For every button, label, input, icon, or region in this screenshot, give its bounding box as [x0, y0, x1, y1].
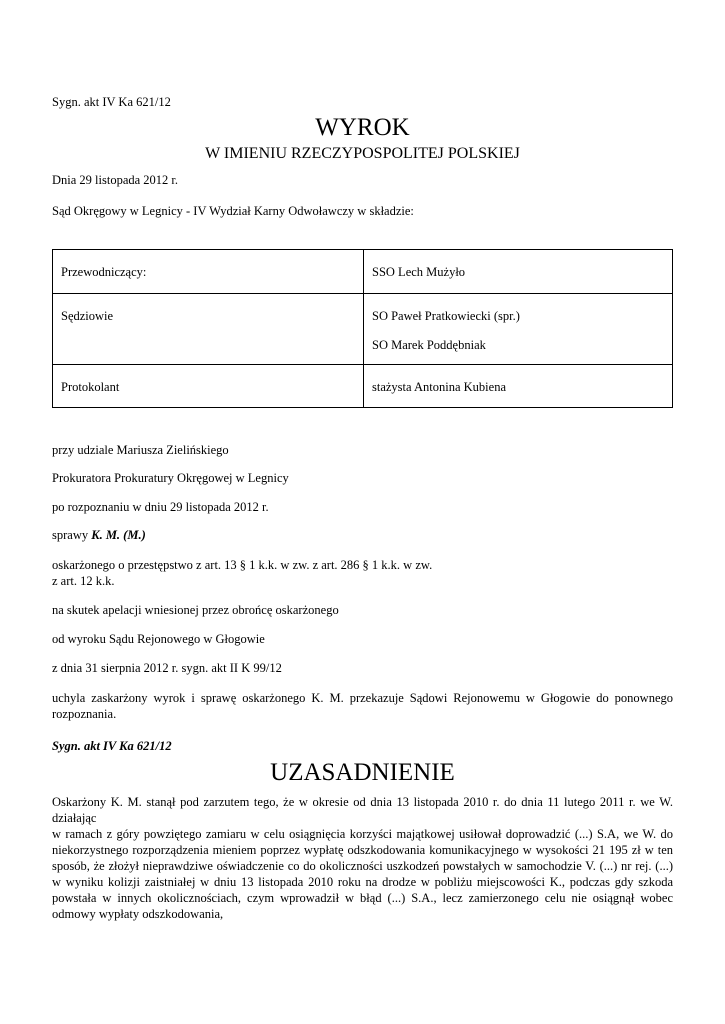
justification-paragraph-1: Oskarżony K. M. stanął pod zarzutem tego, że w okresie od dnia 13 listopada 2010 r. do dnia 11 lutego 2011 r. we W. działając: [52, 795, 673, 825]
appeal-line: na skutek apelacji wniesionej przez obrońcę oskarżonego: [52, 603, 339, 617]
charge-line-2: z art. 12 k.k.: [52, 574, 115, 588]
prosecutor-line: Prokuratora Prokuratury Okręgowej w Legnicy: [52, 471, 289, 485]
court-composition: Sąd Okręgowy w Legnicy - IV Wydział Karny Odwoławczy w składzie:: [52, 204, 414, 218]
charge-line-1: oskarżonego o przestępstwo z art. 13 § 1 k.k. w zw. z art. 286 § 1 k.k. w zw.: [52, 558, 433, 572]
from-judgment-line: od wyroku Sądu Rejonowego w Głogowie: [52, 632, 265, 646]
panel-role: Przewodniczący:: [53, 250, 364, 294]
justification-signature: Sygn. akt IV Ka 621/12: [52, 739, 172, 753]
case-signature: Sygn. akt IV Ka 621/12: [52, 95, 171, 109]
document-subtitle: W IMIENIU RZECZYPOSPOLITEJ POLSKIEJ: [205, 145, 520, 162]
panel-row-presiding: [53, 250, 673, 294]
judgment-date: Dnia 29 listopada 2012 r.: [52, 173, 179, 187]
panel-row-judges: [53, 294, 673, 365]
judgment-date-line: z dnia 31 sierpnia 2012 r. sygn. akt II K 99/12: [52, 661, 282, 675]
panel-names: SO Paweł Pratkowiecki (spr.) SO Marek Poddębniak: [364, 294, 673, 365]
examined-line: po rozpoznaniu w dniu 29 listopada 2012 r.: [52, 500, 269, 514]
panel-row-clerk: [53, 365, 673, 408]
panel-role: Sędziowie: [53, 294, 364, 365]
defendant-name: K. M. (M.): [91, 528, 146, 542]
case-prefix: sprawy: [52, 528, 92, 542]
justification-title: UZASADNIENIE: [270, 759, 455, 786]
panel-names: SSO Lech Mużyło: [364, 250, 673, 294]
court-panel-table: [52, 249, 673, 408]
case-line: [52, 527, 146, 543]
ruling-paragraph: uchyla zaskarżony wyrok i sprawę oskarżonego K. M. przekazuje Sądowi Rejonowemu w Głogowie do ponownego rozpoznania.: [52, 691, 673, 721]
panel-role: Protokolant: [53, 365, 364, 408]
justification-paragraph-2: w ramach z góry powziętego zamiaru w celu osiągnięcia korzyści majątkowej usiłował doprowadzić (...) S.A, we W. do niekorzystnego rozporządzenia mieniem poprzez wypłatę odszkodowania komunikacyjnego w wysokości 21 195 zł w ten sposób, że złożył nieprawdziwe oświadczenie co do okoliczności uszkodzeń powstałych w samochodzie V. (...) nr rej. (...) w wyniku kolizji zaistniałej w dniu 13 listopada 2010 roku na drodze w pobliżu miejscowości K., podczas gdy szkoda powstała w innych okolicznościach, czym wprowadził w błąd (...) S.A., lecz zamierzonego celu nie osiągnął wobec odmowy wypłaty odszkodowania,: [52, 827, 673, 921]
document-title: WYROK: [315, 114, 410, 141]
participation-line: przy udziale Mariusza Zielińskiego: [52, 443, 229, 457]
panel-names: stażysta Antonina Kubiena: [364, 365, 673, 408]
